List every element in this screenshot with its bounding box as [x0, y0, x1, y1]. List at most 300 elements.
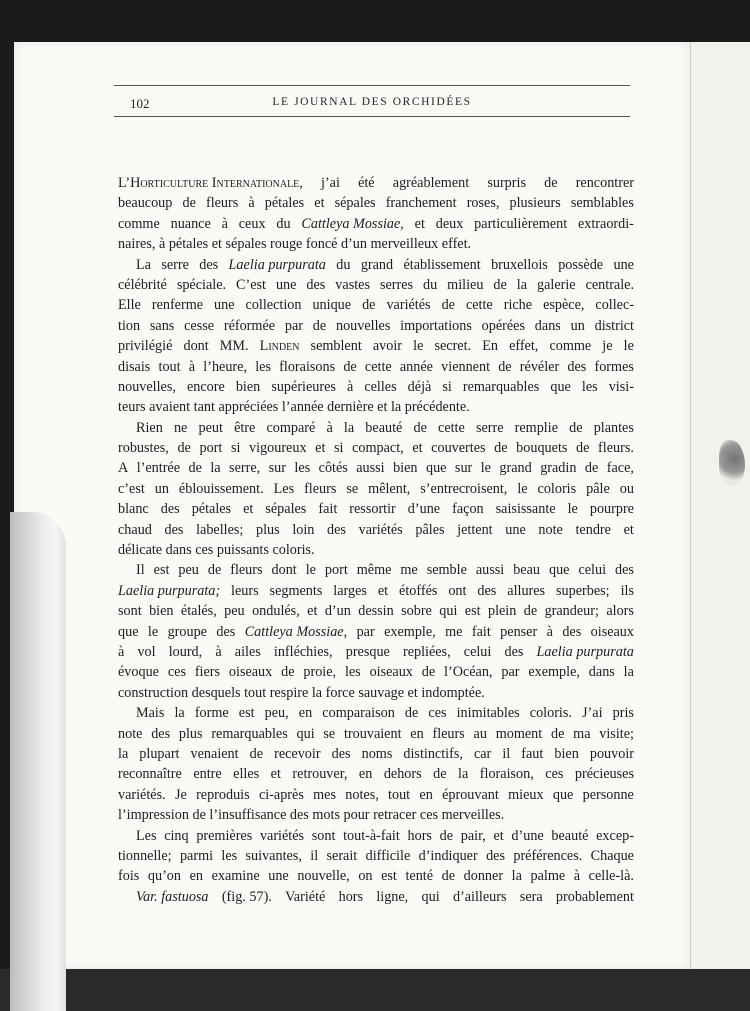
word: tout [388, 786, 411, 803]
word: nouvelles [335, 317, 391, 334]
word: celui [463, 643, 492, 660]
word: au [473, 725, 487, 742]
word: C’est [236, 276, 266, 293]
word: ceux [238, 215, 266, 232]
word: fois [118, 868, 140, 885]
word: possède [558, 256, 604, 273]
word: vol [137, 643, 156, 660]
word: ma [573, 725, 591, 742]
word: et [314, 195, 325, 212]
word: coloris. [529, 705, 572, 722]
word: riche [503, 297, 533, 314]
word: d’ailleurs [452, 888, 507, 905]
word: d’un [324, 603, 351, 620]
word: Cattleya Mossiae, [244, 623, 348, 640]
word: plus [178, 725, 203, 742]
text-line [118, 601, 634, 621]
word: cesse [184, 317, 215, 334]
text-line [118, 846, 634, 866]
text-line [118, 357, 634, 377]
word: nuance [170, 215, 211, 232]
word: parmi [179, 847, 214, 864]
word: peu, [264, 705, 289, 722]
word: éprouvant [442, 786, 499, 803]
word: nouvelle, [297, 868, 350, 885]
word: entre [193, 766, 222, 783]
word: les [255, 358, 271, 375]
word: dans [588, 664, 615, 681]
body-text [118, 173, 634, 907]
word: une [613, 256, 634, 273]
word: note [538, 521, 563, 538]
word: secret. [434, 338, 472, 355]
word: opérées [481, 317, 525, 334]
word: de [439, 827, 454, 844]
word: l’impression de l’insuffisance des mots pour retracer ces merveilles. [118, 807, 505, 824]
word: spéciale. [176, 276, 227, 293]
word: naires, à pétales et sépales rouge foncé d’un merveilleux effet. [118, 236, 472, 253]
word: que [118, 623, 139, 640]
word: bien [149, 603, 174, 620]
word: étoffés [399, 582, 438, 599]
word: me [400, 562, 418, 579]
word: ailes [234, 643, 261, 660]
word: étalés, [180, 603, 217, 620]
word: des [199, 256, 219, 273]
word: tionnelle; [118, 847, 172, 864]
word: à [326, 419, 333, 436]
word: ces [167, 664, 186, 681]
word: aussi [475, 562, 505, 579]
word: de [343, 358, 357, 375]
word: espèce, [543, 297, 585, 314]
word: Rien [136, 419, 163, 436]
word: établissement [403, 256, 481, 273]
text-line [118, 377, 634, 397]
word: délicate dans ces puissants coloris. [118, 542, 315, 559]
word: me [445, 623, 463, 640]
word: vastes [335, 276, 370, 293]
word: beau [513, 562, 540, 579]
word: de [576, 440, 590, 457]
word: exemple, [528, 664, 580, 681]
word: vigoureux [249, 440, 307, 457]
word: tendre [575, 521, 611, 538]
word: par [356, 623, 375, 640]
word: encore [186, 378, 225, 395]
text-line [118, 193, 634, 213]
word: rencontrer [575, 175, 634, 191]
word: plus [256, 521, 280, 538]
word: fleurs [304, 480, 337, 497]
word: le [305, 562, 316, 579]
word: face, [606, 460, 634, 477]
word: deux [435, 215, 464, 232]
word: peu [178, 562, 199, 579]
word: en [298, 705, 313, 722]
word: grand [360, 256, 394, 273]
word: déjà [407, 378, 432, 395]
word: formes [594, 358, 634, 375]
word: se [346, 480, 359, 497]
word: de [433, 766, 447, 783]
word: larges [333, 582, 367, 599]
word: éblouissement. [178, 480, 264, 497]
word: floraisons [279, 358, 336, 375]
word: fleurs. [598, 440, 634, 457]
text-line [118, 683, 634, 703]
word: des [306, 276, 326, 293]
text-line [118, 703, 634, 723]
word: tion [118, 317, 141, 334]
word: Il [136, 562, 145, 579]
word: jettent [457, 521, 493, 538]
word: les [221, 847, 238, 864]
word: de [441, 868, 456, 885]
word: leurs [231, 582, 259, 599]
word: MM. [219, 338, 249, 355]
page-header [114, 85, 630, 117]
word: par [501, 664, 520, 681]
word: si [442, 378, 452, 395]
word: côtés [318, 460, 348, 477]
word: pétales [264, 195, 305, 212]
word: de [207, 562, 222, 579]
word: mes [313, 786, 336, 803]
word: du [336, 256, 351, 273]
word: comme [118, 215, 160, 232]
word: de [249, 745, 264, 762]
word: couvertes [431, 440, 486, 457]
word: et [243, 501, 254, 518]
word: construction desquels tout respire la force sauvage et indomptée. [118, 684, 485, 701]
word: plusieurs [509, 195, 561, 212]
word: penser [500, 623, 538, 640]
word: réformée [223, 317, 276, 334]
word: cinq [164, 827, 189, 844]
word: fleurs [432, 725, 465, 742]
word: la [623, 664, 634, 681]
word: une [505, 521, 526, 538]
word: le [517, 480, 528, 497]
word: sont [118, 603, 142, 620]
word: façon [452, 501, 484, 518]
word: comparaison [322, 705, 395, 722]
word: à [221, 215, 228, 232]
word: plantes [593, 419, 634, 436]
word: pâle [586, 480, 610, 497]
text-line [118, 642, 634, 662]
word: de [544, 175, 558, 191]
text-line [118, 540, 634, 560]
word: en [358, 766, 373, 783]
word: que [548, 562, 570, 579]
word: exemple, [384, 623, 436, 640]
word: je [602, 338, 613, 355]
word: des [562, 623, 582, 640]
word: nouvelles, [118, 378, 176, 395]
text-line [118, 479, 634, 499]
word: particulièrement [474, 215, 568, 232]
word: unique [312, 297, 352, 314]
word: dehors [383, 766, 422, 783]
word: de [494, 440, 508, 457]
word: milieu [447, 276, 484, 293]
text-line [118, 234, 634, 254]
word: à [346, 378, 354, 395]
word: oiseaux [228, 664, 273, 681]
word: des [160, 501, 180, 518]
word: et [307, 603, 318, 620]
word: trouvaient [344, 725, 402, 742]
word: dans [534, 317, 561, 334]
word: labelles; [196, 521, 244, 538]
text-line [118, 173, 634, 193]
word: oiseaux [590, 623, 634, 640]
word: des [151, 725, 171, 742]
word: tout-à-fait [343, 827, 400, 844]
word: de [584, 460, 599, 477]
word: avoir [372, 338, 403, 355]
word: importations [400, 317, 472, 334]
word: segments [269, 582, 323, 599]
word: hors [407, 827, 432, 844]
text-line [118, 438, 634, 458]
word: pouvoir [589, 745, 634, 762]
word: robustes, [118, 440, 169, 457]
word: des [504, 643, 524, 660]
word: examine [211, 868, 260, 885]
word: Variété [285, 888, 326, 905]
word: L’Horticulture Internationale, [118, 175, 303, 191]
word: car [473, 745, 492, 762]
word: de [523, 603, 538, 620]
word: peu [224, 603, 245, 620]
text-line [118, 316, 634, 336]
word: franchement [385, 195, 457, 212]
word: sont [311, 827, 336, 844]
word: En [482, 338, 498, 355]
text-line [118, 581, 634, 601]
word: l’heure, [203, 358, 248, 375]
word: l’entrée [136, 460, 181, 477]
word: tout [158, 358, 181, 375]
word: par [284, 317, 303, 334]
text-line [118, 520, 634, 540]
word: de [550, 725, 565, 742]
word: faut [521, 745, 544, 762]
word: roses, [466, 195, 500, 212]
word: celui [578, 562, 607, 579]
word: compact, [352, 440, 404, 457]
word: mieux [508, 786, 544, 803]
word: personne [582, 786, 634, 803]
word: fait [318, 501, 338, 518]
word: A [118, 460, 129, 477]
word: sera [519, 888, 543, 905]
word: d’indiquer [418, 847, 478, 864]
word: même [356, 562, 392, 579]
text-line [118, 295, 634, 315]
text-line [118, 662, 634, 682]
word: des [477, 582, 497, 599]
word: dessin [358, 603, 394, 620]
word: Laelia purpurata; [118, 582, 221, 599]
word: grand [499, 460, 532, 477]
word: si [334, 440, 344, 457]
word: la [516, 276, 528, 293]
word: le [623, 338, 634, 355]
word: des [164, 521, 184, 538]
word: fait [471, 623, 491, 640]
word: le [567, 501, 578, 518]
word: serre [161, 256, 189, 273]
word: une [214, 297, 235, 314]
word: sépales [265, 501, 307, 518]
word: serre [475, 419, 504, 436]
word: mêlent, [368, 480, 411, 497]
word: ou [619, 480, 634, 497]
word: visi- [608, 378, 634, 395]
word: proie, [303, 664, 337, 681]
word: sans [149, 317, 175, 334]
word: un [154, 480, 169, 497]
word: du [276, 215, 291, 232]
word: plupart [139, 745, 180, 762]
word: agréablement [392, 175, 470, 191]
word: Laelia purpurata [228, 256, 326, 273]
word: serait [326, 847, 358, 864]
word: j’ai [321, 175, 340, 191]
word: probablement [555, 888, 634, 905]
word: de [362, 297, 376, 314]
word: sépales [334, 195, 376, 212]
word: alors [606, 603, 634, 620]
word: inimitables [456, 705, 520, 722]
word: il [502, 745, 511, 762]
word: célébrité [118, 276, 167, 293]
word: teurs avaient tant appréciées l’année dernière et la précédente. [118, 399, 470, 416]
word: à [248, 195, 255, 212]
word: port [199, 440, 223, 457]
word: chaud [118, 521, 152, 538]
word: qu’on [147, 868, 181, 885]
text-line [118, 499, 634, 519]
word: reproduis [196, 786, 250, 803]
word: précieuses [574, 766, 634, 783]
word: celles [364, 378, 397, 395]
word: comparé [266, 419, 316, 436]
word: ils [620, 582, 634, 599]
word: et [623, 521, 634, 538]
word: infléchies, [273, 643, 333, 660]
word: la [511, 868, 522, 885]
word: semblent [310, 338, 362, 355]
word: superbes; [556, 582, 610, 599]
word: pâles [415, 521, 445, 538]
word: premières [196, 827, 253, 844]
word: Je [174, 786, 187, 803]
word: et [377, 582, 389, 599]
word: les [581, 378, 598, 395]
text-line [118, 336, 634, 356]
word: pris [612, 705, 634, 722]
word: collec- [595, 297, 634, 314]
word: l’Océan, [444, 664, 493, 681]
word: s’entrecroisent, [420, 480, 508, 497]
word: oiseaux [369, 664, 413, 681]
word: se [323, 725, 336, 742]
word: J’ai [582, 705, 603, 722]
word: à [546, 623, 553, 640]
word: fiers [194, 664, 221, 681]
word: aussi [356, 460, 385, 477]
word: semblables [570, 195, 634, 212]
word: venaient [190, 745, 239, 762]
word: la [343, 419, 355, 436]
next-page-edge [690, 42, 750, 969]
text-line [118, 826, 634, 846]
text-line [118, 866, 634, 886]
word: La [136, 256, 151, 273]
text-line [118, 764, 634, 784]
word: sur [454, 460, 473, 477]
word: presque [345, 643, 390, 660]
word: remarquables [211, 725, 288, 742]
word: de [312, 317, 327, 334]
word: variétés [386, 297, 431, 314]
word: de [182, 195, 196, 212]
word: et [414, 215, 425, 232]
word: Les [273, 480, 295, 497]
word: un [570, 317, 585, 334]
word: (fig. 57). [221, 888, 272, 905]
word: hors [338, 888, 364, 905]
word: pétales [191, 501, 232, 518]
word: le [147, 623, 159, 640]
word: pourpre [589, 501, 634, 518]
word: Linden [259, 338, 300, 355]
word: retrouver, [292, 766, 348, 783]
word: district [594, 317, 634, 334]
word: centrale. [585, 276, 634, 293]
word: le [480, 460, 491, 477]
word: les [344, 664, 361, 681]
word: d’une [407, 501, 441, 518]
word: la [174, 705, 185, 722]
word: privilégié [118, 338, 173, 355]
word: ressortir [349, 501, 396, 518]
word: groupe [167, 623, 207, 640]
word: extraordi- [577, 215, 634, 232]
text-line [118, 887, 634, 907]
word: suivantes, [245, 847, 302, 864]
word: serres [379, 276, 414, 293]
word: cette [364, 358, 392, 375]
word: dont [271, 562, 297, 579]
word: à [573, 868, 581, 885]
word: tenté [405, 868, 434, 885]
word: excep- [596, 827, 634, 844]
word: saisissante [495, 501, 556, 518]
word: galerie [537, 276, 576, 293]
word: effet, [509, 338, 539, 355]
word: noms [361, 745, 393, 762]
text-line [118, 805, 634, 825]
word: si [230, 440, 241, 457]
word: bouquets [516, 440, 568, 457]
word: c’est [118, 480, 145, 497]
